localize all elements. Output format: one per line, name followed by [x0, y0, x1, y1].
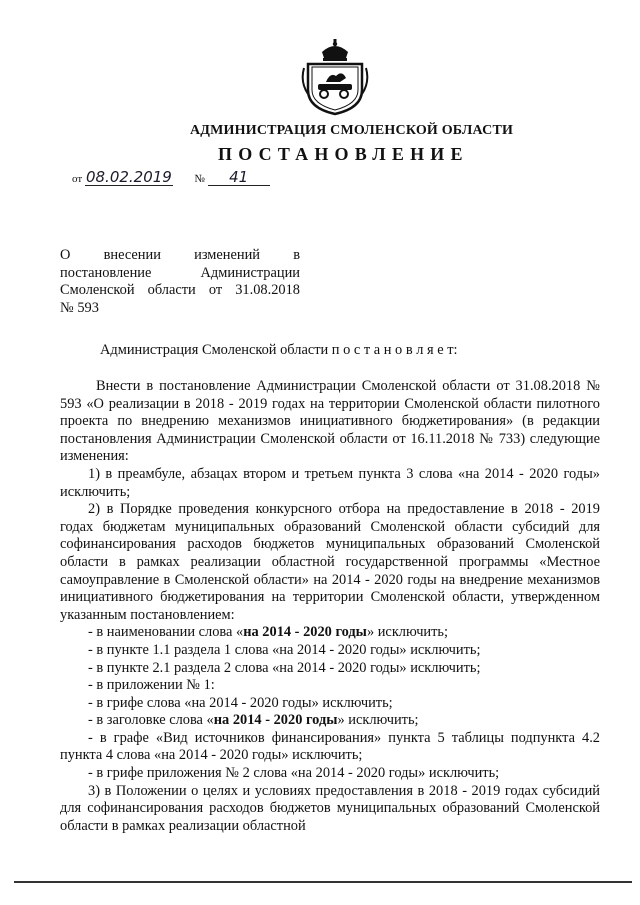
sub-item-text: - в наименовании слова « — [88, 624, 244, 641]
sub-item: - в грифе слова «на 2014 - 2020 годы» исключить; — [88, 694, 393, 711]
sub-item: - в пункте 2.1 раздела 2 слова «на 2014 - 2020 годы» исключить; — [88, 659, 481, 676]
sub-item-text: - в заголовке слова « — [88, 712, 214, 729]
item-2: 2) в Порядке проведения конкурсного отбора на предоставление в 2018 - 2019 годах бюджетам муниципальных образований Смоленской области субсидий для софинансирования расходов бюджетов муниципальных образований Смоленской области в рамках реализации областной государственной программы «Местное самоуправление в Смоленской области» на 2014 - 2020 годы на внедрение механизмов инициативного бюджетирования на территории Смоленской области, утвержденном указанным постановлением: — [60, 501, 600, 623]
preamble — [60, 342, 600, 360]
sub-item-bold: на 2014 - 2020 годы — [213, 712, 338, 729]
date-value: 08.02.2019 — [85, 168, 172, 186]
sub-item: - в грифе приложения № 2 слова «на 2014 - 2020 годы» исключить; — [88, 765, 500, 782]
item-1: 1) в преамбуле, абзацах втором и третьем пункта 3 слова «на 2014 - 2020 годы» исключить; — [60, 465, 600, 500]
subject-line: № 593 — [60, 299, 99, 316]
body-intro: Внести в постановление Администрации Смоленской области от 31.08.2018 № 593 «О реализации в 2018 - 2019 годах на территории Смоленской области пилотного проекта по внедрению механизмов инициативного бюджетирования» (в редакции постановления Администрации Смоленской области от 16.11.2018 № 733) следующие изменения: — [60, 378, 600, 465]
sub-item-bold: на 2014 - 2020 годы — [243, 624, 367, 641]
document-type: ПОСТАНОВЛЕНИЕ — [218, 144, 469, 164]
sub-item: - в приложении № 1: — [88, 677, 215, 694]
coat-of-arms-emblem — [300, 38, 370, 116]
document-subject — [60, 247, 300, 317]
sub-item — [60, 624, 600, 642]
document-body — [60, 378, 600, 835]
sub-item-text: » исключить; — [366, 624, 448, 641]
page-bottom-rule — [14, 881, 632, 883]
organization-name: АДМИНИСТРАЦИЯ СМОЛЕНСКОЙ ОБЛАСТИ — [190, 123, 514, 138]
date-number-line — [72, 170, 270, 186]
subject-line: постановление Администрации — [60, 264, 300, 281]
subject-line: Смоленской области от 31.08.2018 — [60, 282, 300, 299]
number-prefix: № — [194, 173, 205, 185]
number-value: 41 — [208, 170, 270, 186]
sub-item: - в графе «Вид источников финансирования» пункта 5 таблицы подпункта 4.2 пункта 4 слова «на 2014 - 2020 годы» исключить; — [60, 729, 600, 764]
sub-item: - в пункте 1.1 раздела 1 слова «на 2014 - 2020 годы» исключить; — [88, 641, 481, 658]
sub-item-text: » исключить; — [337, 712, 419, 729]
item-3: 3) в Положении о целях и условиях предоставления в 2018 - 2019 годах субсидий для софинансирования расходов бюджетов муниципальных образований Смоленской области в рамках реализации областной — [60, 782, 600, 834]
preamble-text: Администрация Смоленской области п о с т а н о в л я е т: — [100, 342, 458, 358]
subject-line: О внесении изменений в — [60, 247, 300, 263]
date-prefix: от — [72, 173, 83, 185]
sub-item — [60, 712, 600, 730]
